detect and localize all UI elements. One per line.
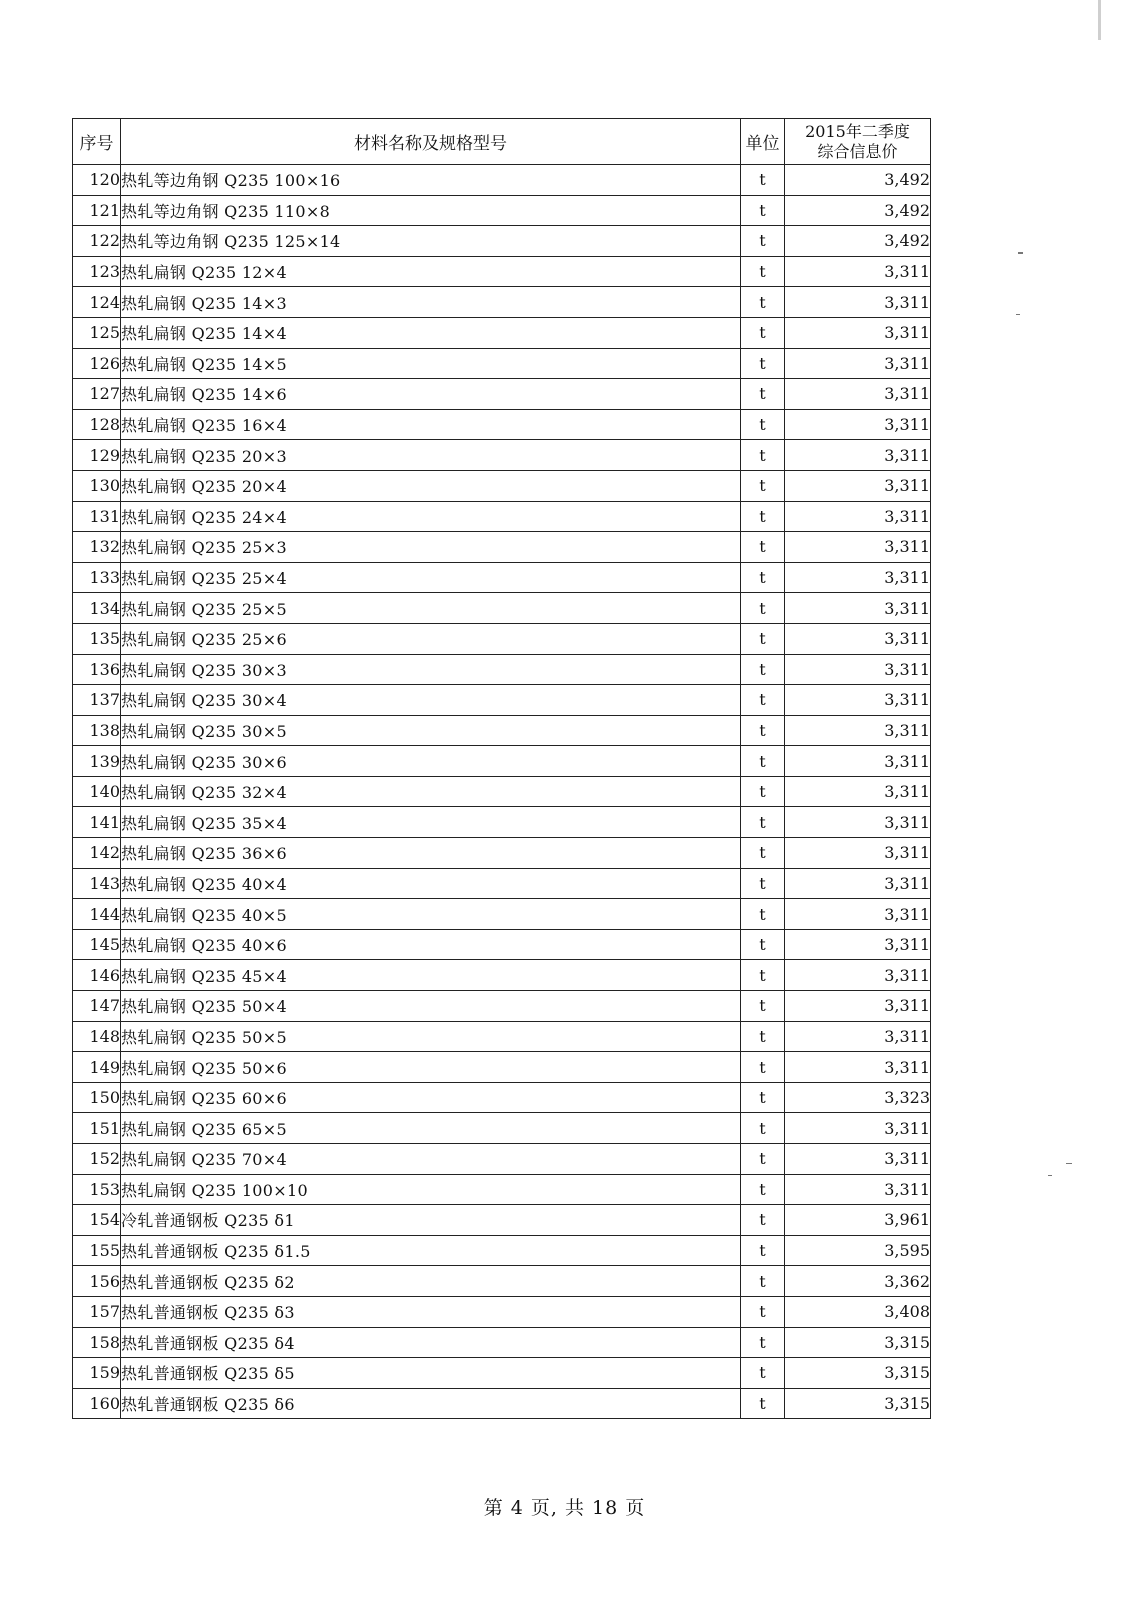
table-row xyxy=(73,440,931,471)
cell-unit: t xyxy=(741,1113,785,1144)
table-row xyxy=(73,685,931,716)
table-row xyxy=(73,501,931,532)
cell-price: 3,961 xyxy=(785,1205,931,1236)
cell-unit: t xyxy=(741,899,785,930)
table-body xyxy=(73,165,931,1419)
cell-name: 热轧扁钢 Q235 100×10 xyxy=(121,1174,741,1205)
cell-price: 3,362 xyxy=(785,1266,931,1297)
table-row xyxy=(73,379,931,410)
cell-name: 热轧等边角钢 Q235 100×16 xyxy=(121,165,741,196)
cell-unit: t xyxy=(741,470,785,501)
cell-unit: t xyxy=(741,1388,785,1419)
table-row xyxy=(73,1174,931,1205)
cell-price: 3,311 xyxy=(785,593,931,624)
cell-name: 热轧扁钢 Q235 30×4 xyxy=(121,685,741,716)
table-row xyxy=(73,776,931,807)
cell-unit: t xyxy=(741,195,785,226)
cell-name: 热轧扁钢 Q235 50×4 xyxy=(121,991,741,1022)
cell-unit: t xyxy=(741,654,785,685)
cell-unit: t xyxy=(741,1174,785,1205)
cell-name: 热轧扁钢 Q235 50×5 xyxy=(121,1021,741,1052)
cell-price: 3,311 xyxy=(785,1174,931,1205)
cell-price: 3,311 xyxy=(785,1144,931,1175)
cell-seq: 156 xyxy=(73,1266,121,1297)
cell-name: 热轧扁钢 Q235 25×3 xyxy=(121,532,741,563)
cell-seq: 131 xyxy=(73,501,121,532)
cell-seq: 139 xyxy=(73,746,121,777)
cell-name: 热轧扁钢 Q235 14×5 xyxy=(121,348,741,379)
cell-name: 热轧扁钢 Q235 45×4 xyxy=(121,960,741,991)
scan-speck xyxy=(1018,252,1023,254)
cell-price: 3,311 xyxy=(785,991,931,1022)
table-row xyxy=(73,256,931,287)
cell-name: 热轧扁钢 Q235 30×3 xyxy=(121,654,741,685)
cell-seq: 127 xyxy=(73,379,121,410)
header-price xyxy=(785,119,931,165)
cell-seq: 129 xyxy=(73,440,121,471)
cell-price: 3,311 xyxy=(785,654,931,685)
cell-unit: t xyxy=(741,256,785,287)
cell-name: 热轧扁钢 Q235 12×4 xyxy=(121,256,741,287)
cell-name: 热轧普通钢板 Q235 δ2 xyxy=(121,1266,741,1297)
header-price-line1: 2015年二季度 xyxy=(805,121,910,141)
table-row xyxy=(73,1082,931,1113)
cell-price: 3,311 xyxy=(785,715,931,746)
cell-unit: t xyxy=(741,1205,785,1236)
table-row xyxy=(73,929,931,960)
cell-price: 3,311 xyxy=(785,746,931,777)
cell-price: 3,311 xyxy=(785,776,931,807)
table-row xyxy=(73,287,931,318)
cell-seq: 159 xyxy=(73,1358,121,1389)
cell-price: 3,311 xyxy=(785,960,931,991)
cell-seq: 135 xyxy=(73,623,121,654)
table-row xyxy=(73,562,931,593)
table-row xyxy=(73,1052,931,1083)
cell-name: 热轧扁钢 Q235 40×6 xyxy=(121,929,741,960)
cell-name: 热轧扁钢 Q235 25×6 xyxy=(121,623,741,654)
cell-price: 3,311 xyxy=(785,899,931,930)
cell-unit: t xyxy=(741,1235,785,1266)
cell-unit: t xyxy=(741,960,785,991)
cell-price: 3,492 xyxy=(785,195,931,226)
table-row xyxy=(73,317,931,348)
cell-name: 热轧扁钢 Q235 14×3 xyxy=(121,287,741,318)
cell-unit: t xyxy=(741,685,785,716)
cell-unit: t xyxy=(741,379,785,410)
cell-unit: t xyxy=(741,1144,785,1175)
cell-name: 热轧普通钢板 Q235 δ1.5 xyxy=(121,1235,741,1266)
cell-price: 3,311 xyxy=(785,929,931,960)
cell-price: 3,311 xyxy=(785,409,931,440)
table-row xyxy=(73,623,931,654)
cell-unit: t xyxy=(741,287,785,318)
cell-price: 3,311 xyxy=(785,838,931,869)
cell-unit: t xyxy=(741,776,785,807)
cell-name: 热轧等边角钢 Q235 110×8 xyxy=(121,195,741,226)
cell-seq: 142 xyxy=(73,838,121,869)
cell-seq: 145 xyxy=(73,929,121,960)
table-row xyxy=(73,1113,931,1144)
cell-name: 热轧普通钢板 Q235 δ5 xyxy=(121,1358,741,1389)
cell-seq: 121 xyxy=(73,195,121,226)
scan-speck xyxy=(1066,1163,1072,1164)
cell-seq: 154 xyxy=(73,1205,121,1236)
cell-seq: 144 xyxy=(73,899,121,930)
table-row xyxy=(73,715,931,746)
cell-seq: 122 xyxy=(73,226,121,257)
table-row xyxy=(73,165,931,196)
cell-name: 热轧普通钢板 Q235 δ6 xyxy=(121,1388,741,1419)
table-row xyxy=(73,593,931,624)
cell-seq: 132 xyxy=(73,532,121,563)
scan-speck xyxy=(1048,1175,1052,1176)
cell-unit: t xyxy=(741,868,785,899)
cell-price: 3,323 xyxy=(785,1082,931,1113)
cell-seq: 128 xyxy=(73,409,121,440)
cell-price: 3,315 xyxy=(785,1358,931,1389)
cell-seq: 120 xyxy=(73,165,121,196)
cell-price: 3,315 xyxy=(785,1388,931,1419)
material-price-table xyxy=(72,118,931,1419)
page-footer: 第 4 页, 共 18 页 xyxy=(483,1497,646,1519)
cell-name: 热轧扁钢 Q235 30×5 xyxy=(121,715,741,746)
cell-name: 热轧扁钢 Q235 35×4 xyxy=(121,807,741,838)
cell-price: 3,311 xyxy=(785,379,931,410)
cell-price: 3,311 xyxy=(785,623,931,654)
cell-name: 热轧等边角钢 Q235 125×14 xyxy=(121,226,741,257)
header-name: 材料名称及规格型号 xyxy=(121,119,741,165)
table-row xyxy=(73,1144,931,1175)
table-row xyxy=(73,1296,931,1327)
cell-price: 3,311 xyxy=(785,501,931,532)
header-unit: 单位 xyxy=(741,119,785,165)
cell-price: 3,311 xyxy=(785,868,931,899)
table-row xyxy=(73,470,931,501)
cell-unit: t xyxy=(741,1266,785,1297)
cell-name: 热轧扁钢 Q235 25×5 xyxy=(121,593,741,624)
table-row xyxy=(73,226,931,257)
cell-seq: 126 xyxy=(73,348,121,379)
cell-unit: t xyxy=(741,807,785,838)
table-row xyxy=(73,348,931,379)
cell-seq: 141 xyxy=(73,807,121,838)
cell-name: 热轧扁钢 Q235 14×6 xyxy=(121,379,741,410)
cell-seq: 158 xyxy=(73,1327,121,1358)
cell-seq: 125 xyxy=(73,317,121,348)
header-price-line2: 综合信息价 xyxy=(817,141,898,161)
cell-name: 热轧扁钢 Q235 20×4 xyxy=(121,470,741,501)
cell-price: 3,595 xyxy=(785,1235,931,1266)
cell-unit: t xyxy=(741,593,785,624)
cell-price: 3,311 xyxy=(785,1113,931,1144)
cell-price: 3,492 xyxy=(785,165,931,196)
cell-name: 热轧扁钢 Q235 25×4 xyxy=(121,562,741,593)
cell-price: 3,311 xyxy=(785,807,931,838)
cell-seq: 134 xyxy=(73,593,121,624)
cell-price: 3,311 xyxy=(785,470,931,501)
cell-seq: 137 xyxy=(73,685,121,716)
cell-price: 3,311 xyxy=(785,1052,931,1083)
cell-unit: t xyxy=(741,165,785,196)
cell-name: 热轧扁钢 Q235 60×6 xyxy=(121,1082,741,1113)
cell-seq: 147 xyxy=(73,991,121,1022)
cell-seq: 123 xyxy=(73,256,121,287)
cell-seq: 155 xyxy=(73,1235,121,1266)
cell-name: 热轧扁钢 Q235 20×3 xyxy=(121,440,741,471)
table-row xyxy=(73,1021,931,1052)
cell-name: 热轧扁钢 Q235 16×4 xyxy=(121,409,741,440)
cell-name: 热轧扁钢 Q235 40×4 xyxy=(121,868,741,899)
cell-unit: t xyxy=(741,409,785,440)
cell-seq: 133 xyxy=(73,562,121,593)
cell-name: 热轧扁钢 Q235 70×4 xyxy=(121,1144,741,1175)
cell-seq: 151 xyxy=(73,1113,121,1144)
cell-name: 热轧普通钢板 Q235 δ4 xyxy=(121,1327,741,1358)
cell-seq: 150 xyxy=(73,1082,121,1113)
cell-price: 3,311 xyxy=(785,317,931,348)
cell-seq: 148 xyxy=(73,1021,121,1052)
cell-price: 3,408 xyxy=(785,1296,931,1327)
cell-unit: t xyxy=(741,501,785,532)
cell-price: 3,311 xyxy=(785,287,931,318)
table-row xyxy=(73,1358,931,1389)
cell-name: 热轧扁钢 Q235 32×4 xyxy=(121,776,741,807)
cell-unit: t xyxy=(741,991,785,1022)
cell-price: 3,315 xyxy=(785,1327,931,1358)
cell-name: 热轧扁钢 Q235 40×5 xyxy=(121,899,741,930)
table-row xyxy=(73,899,931,930)
cell-seq: 138 xyxy=(73,715,121,746)
table-row xyxy=(73,1327,931,1358)
cell-unit: t xyxy=(741,348,785,379)
table-row xyxy=(73,1205,931,1236)
cell-price: 3,311 xyxy=(785,256,931,287)
table-row xyxy=(73,868,931,899)
table-header-row xyxy=(73,119,931,165)
cell-seq: 130 xyxy=(73,470,121,501)
cell-name: 热轧普通钢板 Q235 δ3 xyxy=(121,1296,741,1327)
cell-price: 3,492 xyxy=(785,226,931,257)
table-row xyxy=(73,746,931,777)
cell-seq: 136 xyxy=(73,654,121,685)
cell-unit: t xyxy=(741,838,785,869)
cell-seq: 124 xyxy=(73,287,121,318)
table-row xyxy=(73,1388,931,1419)
table-row xyxy=(73,195,931,226)
cell-name: 热轧扁钢 Q235 50×6 xyxy=(121,1052,741,1083)
cell-seq: 140 xyxy=(73,776,121,807)
cell-seq: 149 xyxy=(73,1052,121,1083)
cell-unit: t xyxy=(741,226,785,257)
cell-price: 3,311 xyxy=(785,685,931,716)
table-row xyxy=(73,409,931,440)
cell-unit: t xyxy=(741,623,785,654)
cell-seq: 143 xyxy=(73,868,121,899)
cell-name: 冷轧普通钢板 Q235 δ1 xyxy=(121,1205,741,1236)
table-row xyxy=(73,1266,931,1297)
table-row xyxy=(73,807,931,838)
cell-name: 热轧扁钢 Q235 24×4 xyxy=(121,501,741,532)
table-row xyxy=(73,654,931,685)
cell-unit: t xyxy=(741,532,785,563)
cell-seq: 160 xyxy=(73,1388,121,1419)
cell-unit: t xyxy=(741,1052,785,1083)
table-row xyxy=(73,838,931,869)
cell-unit: t xyxy=(741,1082,785,1113)
table-row xyxy=(73,991,931,1022)
cell-seq: 157 xyxy=(73,1296,121,1327)
cell-seq: 153 xyxy=(73,1174,121,1205)
scan-edge-mark xyxy=(1098,0,1101,40)
cell-unit: t xyxy=(741,1327,785,1358)
table-row xyxy=(73,1235,931,1266)
cell-unit: t xyxy=(741,440,785,471)
table-row xyxy=(73,960,931,991)
cell-price: 3,311 xyxy=(785,440,931,471)
cell-price: 3,311 xyxy=(785,532,931,563)
cell-name: 热轧扁钢 Q235 30×6 xyxy=(121,746,741,777)
cell-unit: t xyxy=(741,1358,785,1389)
cell-price: 3,311 xyxy=(785,562,931,593)
cell-unit: t xyxy=(741,929,785,960)
header-seq: 序号 xyxy=(73,119,121,165)
cell-unit: t xyxy=(741,1296,785,1327)
cell-seq: 152 xyxy=(73,1144,121,1175)
cell-price: 3,311 xyxy=(785,1021,931,1052)
cell-unit: t xyxy=(741,1021,785,1052)
cell-seq: 146 xyxy=(73,960,121,991)
cell-name: 热轧扁钢 Q235 65×5 xyxy=(121,1113,741,1144)
cell-unit: t xyxy=(741,715,785,746)
cell-unit: t xyxy=(741,317,785,348)
cell-price: 3,311 xyxy=(785,348,931,379)
cell-name: 热轧扁钢 Q235 14×4 xyxy=(121,317,741,348)
cell-unit: t xyxy=(741,746,785,777)
cell-unit: t xyxy=(741,562,785,593)
cell-name: 热轧扁钢 Q235 36×6 xyxy=(121,838,741,869)
scan-speck xyxy=(1016,314,1020,315)
table-row xyxy=(73,532,931,563)
